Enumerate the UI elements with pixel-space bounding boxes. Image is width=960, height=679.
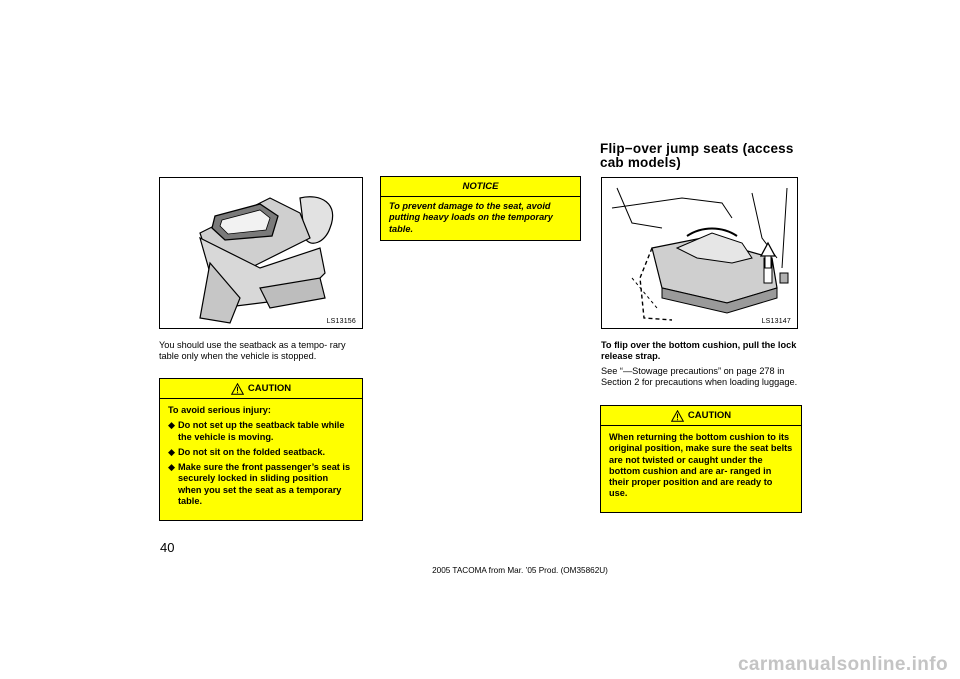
section-title: Flip−over jump seats (access cab models) [600,141,794,170]
seatback-table-text: You should use the seatback as a tempo- rary table only when the vehicle is stopped. [159,340,346,361]
page-number: 40 [160,540,175,555]
warning-triangle-icon [231,383,244,395]
jump-seat-figure [601,177,798,329]
seatback-table-illustration [160,178,364,330]
jump-seat-illustration [602,178,799,330]
bullet-icon: ◆ [168,446,176,457]
bullet-icon: ◆ [168,420,176,431]
seatback-table-figure [159,177,363,329]
stowage-reference: See “—Stowage precautions” on page 278 in Section 2 for precautions when loading luggage. [601,366,798,387]
caution-bullet: ◆ Do not sit on the folded seatback. [168,446,326,457]
figure-label: LS13147 [761,318,791,325]
caution-bullet: ◆ Do not set up the seatback table while the vehicle is moving. [168,420,345,442]
flip-instruction: To flip over the bottom cushion, pull the lock release strap. [601,340,797,361]
watermark: carmanualsonline.info [737,654,948,675]
caution-bullet: ◆ Make sure the front passenger’s seat is securely locked in sliding position when you set the seat as a temporary table. [168,462,351,507]
figure-label: LS13156 [326,318,356,325]
notice-text: To prevent damage to the seat, avoid putting heavy loads on the temporary table. [389,201,553,234]
footer: 2005 TACOMA from Mar. ’05 Prod. (OM35862U) [432,566,608,575]
warning-triangle-icon [671,410,684,422]
caution-text: When returning the bottom cushion to its original position, make sure the seat belts are not twisted or caught under the bottom cushion and are ar- ranged in their proper position and are ready to use. [609,432,793,499]
notice-heading: NOTICE [381,177,580,197]
caution-box-left [159,378,363,521]
bullet-icon: ◆ [168,462,176,473]
caution-intro: To avoid serious injury: [168,405,271,415]
caution-heading: CAUTION [160,379,362,399]
caution-box-right [600,405,802,513]
caution-heading: CAUTION [601,406,801,426]
notice-box [380,176,581,241]
